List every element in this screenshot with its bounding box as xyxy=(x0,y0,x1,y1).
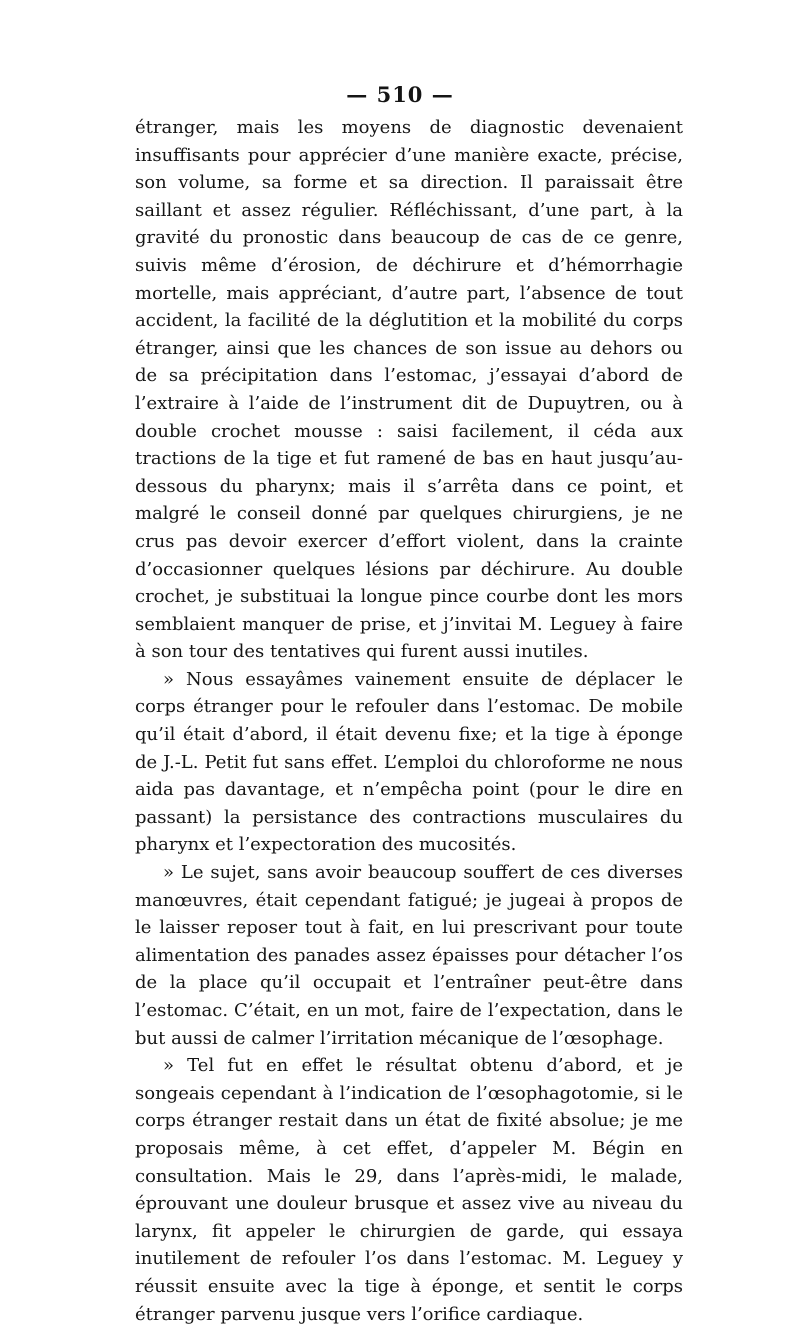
paragraph-4: » Tel fut en effet le résultat obtenu d’abord, et je songeais cependant à l’indication de l’œsophagotomie, si le corps étranger restait dans un état de fixité absolue; je me proposais même, à cet effet, d’appeler M. Bégin en consultation. Mais le 29, dans l’après-midi, le malade, éprouvant une douleur brusque et assez vive au niveau du larynx, fit appeler le chirurgien de garde, qui essaya inutilement de refouler l’os dans l’estomac. M. Leguey y réussit ensuite avec la tige à éponge, et sentit le corps étranger parvenu jusque vers l’orifice cardiaque. xyxy=(135,1055,683,1325)
body-text xyxy=(135,114,683,1328)
paragraph-1: étranger, mais les moyens de diagnostic devenaient insuffisants pour apprécier d’une manière exacte, précise, son volume, sa forme et sa direction. Il paraissait être saillant et assez régulier. Réfléchissant, d’une part, à la gravité du pronostic dans beaucoup de cas de ce genre, suivis même d’érosion, de déchirure et d’hémorrhagie mortelle, mais appréciant, d’autre part, l’absence de tout accident, la facilité de la déglutition et la mobilité du corps étranger, ainsi que les chances de son issue au dehors ou de sa précipitation dans l’estomac, j’essayai d’abord de l’extraire à l’aide de l’instrument dit de Dupuytren, ou à double crochet mousse : saisi facilement, il céda aux tractions de la tige et fut ramené de bas en haut jusqu’au-dessous du pharynx; mais il s’arrêta dans ce point, et malgré le conseil donné par quelques chirurgiens, je ne crus pas devoir exercer d’effort violent, dans la crainte d’occasionner quelques lésions par déchirure. Au double crochet, je substituai la longue pince courbe dont les mors semblaient manquer de prise, et j’invitai M. Leguey à faire à son tour des tentatives qui furent aussi inutiles. xyxy=(135,117,683,663)
paragraph-3: » Le sujet, sans avoir beaucoup souffert de ces diverses manœuvres, était cependant fatigué; je jugeai à propos de le laisser reposer tout à fait, en lui prescrivant pour toute alimentation des panades assez épaisses pour détacher l’os de la place qu’il occupait et l’entraîner peut-être dans l’estomac. C’était, en un mot, faire de l’expectation, dans le but aussi de calmer l’irritation mécanique de l’œsophage. xyxy=(135,862,683,1049)
paragraph-2: » Nous essayâmes vainement ensuite de déplacer le corps étranger pour le refouler dans l’estomac. De mobile qu’il était d’abord, il était devenu fixe; et la tige à éponge de J.-L. Petit fut sans effet. L’emploi du chloroforme ne nous aida pas davantage, et n’empêcha point (pour le dire en passant) la persistance des contractions musculaires du pharynx et l’expectoration des mucosités. xyxy=(135,668,683,856)
page-number: — 510 — xyxy=(346,82,454,107)
